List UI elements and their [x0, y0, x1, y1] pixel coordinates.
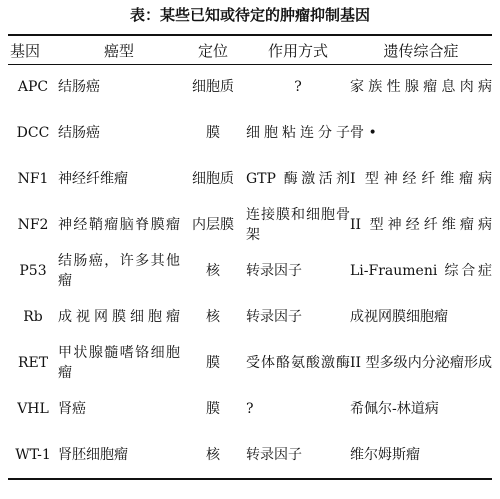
- cell-tumor: 成视网膜细胞瘤: [58, 309, 180, 325]
- table-row: [8, 294, 492, 340]
- cell-gene: NF1: [17, 171, 49, 187]
- cell-mode: 转录因子: [246, 447, 302, 463]
- table-row: [8, 386, 492, 432]
- cell-syndrome: 维尔姆斯瘤: [350, 447, 420, 463]
- table-row: [8, 110, 492, 156]
- cell-syndrome: 成视网膜细胞瘤: [350, 309, 448, 325]
- cell-location: 核: [206, 309, 220, 325]
- cell-mode: 转录因子: [246, 309, 302, 325]
- cell-location: 核: [206, 263, 220, 279]
- cell-mode: 受体酪氨酸激酶: [246, 355, 350, 371]
- cell-mode: 转录因子: [246, 263, 302, 279]
- header-syndrome: 遗传综合症: [383, 41, 459, 60]
- cell-location: 膜: [206, 355, 220, 371]
- header-row: [8, 36, 492, 64]
- cell-location: 核: [206, 447, 220, 463]
- cell-tumor: 神经纤维瘤: [58, 171, 128, 187]
- table-row: [8, 156, 492, 202]
- tumor-suppressor-table: [8, 36, 492, 478]
- cell-tumor: 结肠癌，许多其他瘤: [58, 253, 180, 289]
- cell-gene: RET: [17, 355, 49, 371]
- cell-location: 细胞质: [192, 79, 234, 95]
- cell-syndrome: I 型神经纤维瘤病: [350, 171, 492, 187]
- cell-syndrome: 希佩尔-林道病: [350, 401, 439, 417]
- cell-gene: DCC: [16, 125, 50, 141]
- cell-tumor: 结肠癌: [58, 79, 100, 95]
- cell-mode: 连接膜和细胞骨架: [246, 207, 350, 243]
- cell-tumor: 肾胚细胞瘤: [58, 447, 128, 463]
- cell-tumor: 肾癌: [58, 401, 86, 417]
- header-location: 定位: [197, 41, 228, 60]
- cell-syndrome: Li-Fraumeni 综合症: [350, 263, 492, 279]
- cell-syndrome: II 型神经纤维瘤病: [350, 217, 492, 233]
- header-gene: 基因: [10, 41, 41, 60]
- cell-gene: NF2: [17, 217, 49, 233]
- cell-gene: VHL: [17, 401, 49, 417]
- cell-syndrome: 骨 •: [350, 125, 377, 141]
- cell-tumor: 结肠癌: [58, 125, 100, 141]
- cell-gene: APC: [17, 79, 49, 95]
- cell-gene: WT-1: [15, 447, 51, 463]
- cell-location: 内层膜: [192, 217, 234, 233]
- cell-syndrome: 家族性腺瘤息肉病: [350, 79, 492, 95]
- cell-location: 膜: [206, 401, 220, 417]
- cell-mode: ?: [246, 401, 254, 417]
- table-row: [8, 340, 492, 386]
- table-row: [8, 64, 492, 110]
- cell-tumor: 甲状腺髓嗜铬细胞瘤: [58, 345, 180, 381]
- cell-gene: P53: [19, 263, 47, 279]
- header-mode: 作用方式: [267, 41, 328, 60]
- cell-mode: GTP 酶激活剂: [246, 171, 350, 187]
- cell-mode: 细胞粘连分子: [246, 125, 350, 141]
- cell-location: 膜: [206, 125, 220, 141]
- bottom-rule: [8, 478, 492, 480]
- table-caption: 表：某些已知或待定的肿瘤抑制基因: [129, 6, 370, 24]
- table-row: [8, 248, 492, 294]
- cell-syndrome: II 型多级内分泌瘤形成: [350, 355, 492, 371]
- cell-location: 细胞质: [192, 171, 234, 187]
- header-tumor: 癌型: [103, 41, 134, 60]
- cell-mode: ?: [294, 79, 302, 95]
- table-row: [8, 202, 492, 248]
- table-row: [8, 432, 492, 478]
- cell-gene: Rb: [23, 309, 43, 325]
- cell-tumor: 神经鞘瘤脑脊膜瘤: [58, 217, 180, 233]
